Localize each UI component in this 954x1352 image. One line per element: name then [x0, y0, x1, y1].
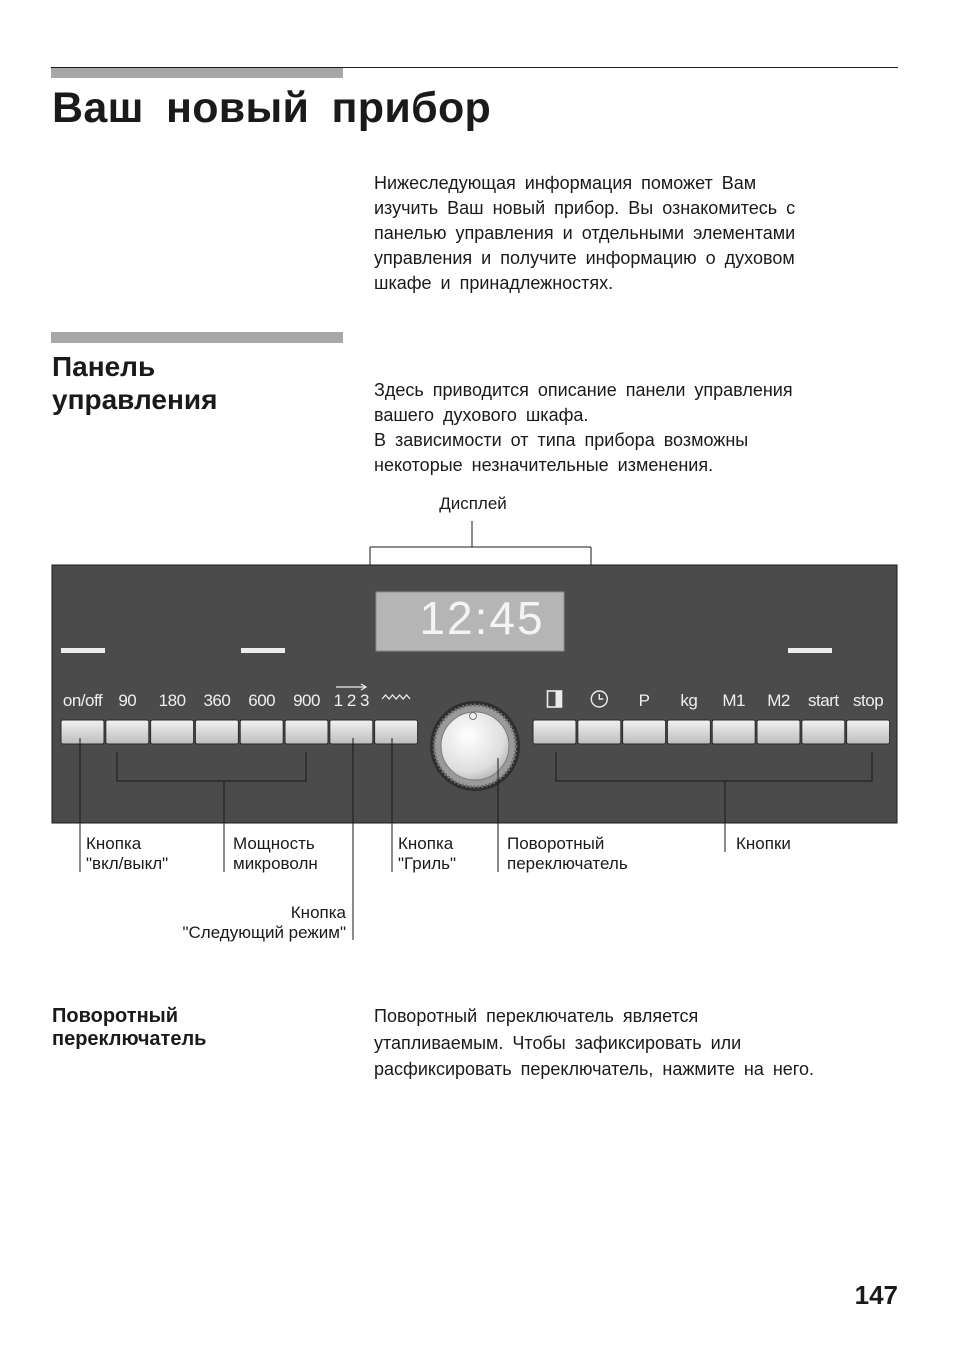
button-label: kg: [680, 691, 698, 710]
button-label: 360: [203, 691, 231, 710]
button-label: M1: [722, 691, 746, 710]
indicator-dash-right: [788, 648, 832, 653]
indicator-dash-left: [61, 648, 105, 653]
knob-marker-icon: [470, 713, 477, 720]
indicator-dash-middle: [241, 648, 285, 653]
display-label: Дисплей: [439, 494, 507, 513]
callout-grill: Кнопка "Гриль": [398, 834, 457, 873]
button-key[interactable]: [533, 720, 576, 744]
button-key[interactable]: [330, 720, 373, 744]
intro-text: Нижеследующая информация поможет Вам изучить Ваш новый прибор. Вы ознакомитесь с панелью управления и отдельными элементами управления и получите информацию о духовом шкафе и принадлежностях.: [374, 173, 796, 293]
button-label: 600: [248, 691, 276, 710]
callout-on-off: Кнопка "вкл/выкл": [86, 834, 169, 873]
button-label: 180: [158, 691, 186, 710]
rotary-text: Поворотный переключатель является утапливаемым. Чтобы зафиксировать или расфиксировать переключатель, нажмите на него.: [374, 1006, 814, 1079]
button-label: stop: [853, 691, 884, 710]
button-key[interactable]: [712, 720, 755, 744]
callout-buttons: Кнопки: [736, 834, 791, 853]
button-label: on/off: [62, 691, 103, 710]
page-number: 147: [854, 1280, 898, 1310]
section-heading-control-panel: Панель управления: [52, 351, 218, 415]
button-key[interactable]: [847, 720, 890, 744]
button-key[interactable]: [285, 720, 328, 744]
callout-rotary: Поворотный переключатель: [507, 834, 628, 873]
button-key[interactable]: [757, 720, 800, 744]
button-key[interactable]: [802, 720, 845, 744]
section-heading-rotary: Поворотный переключатель: [52, 1005, 207, 1050]
button-label: 900: [293, 691, 320, 710]
button-key[interactable]: [667, 720, 710, 744]
button-label: P: [638, 691, 650, 710]
button-key[interactable]: [240, 720, 283, 744]
rotary-knob[interactable]: [430, 701, 520, 791]
button-key[interactable]: [375, 720, 418, 744]
button-key[interactable]: [623, 720, 666, 744]
button-key[interactable]: [578, 720, 621, 744]
button-key[interactable]: [195, 720, 238, 744]
button-key[interactable]: [106, 720, 149, 744]
button-label: 1 2 3: [333, 691, 369, 710]
page-title: Ваш новый прибор: [52, 84, 492, 132]
display-time: 12:45: [419, 592, 545, 644]
callout-next-mode: Кнопка "Следующий режим": [182, 903, 346, 942]
button-label: start: [808, 691, 839, 710]
callout-microwave-power: Мощность микроволн: [233, 834, 318, 873]
button-key[interactable]: [151, 720, 194, 744]
control-panel-text: Здесь приводится описание панели управления вашего духового шкафа. В зависимости от типа прибора возможны некоторые незначительные изменения.: [374, 380, 793, 475]
button-label: M2: [767, 691, 790, 710]
button-key[interactable]: [61, 720, 104, 744]
button-label: 90: [118, 691, 137, 710]
